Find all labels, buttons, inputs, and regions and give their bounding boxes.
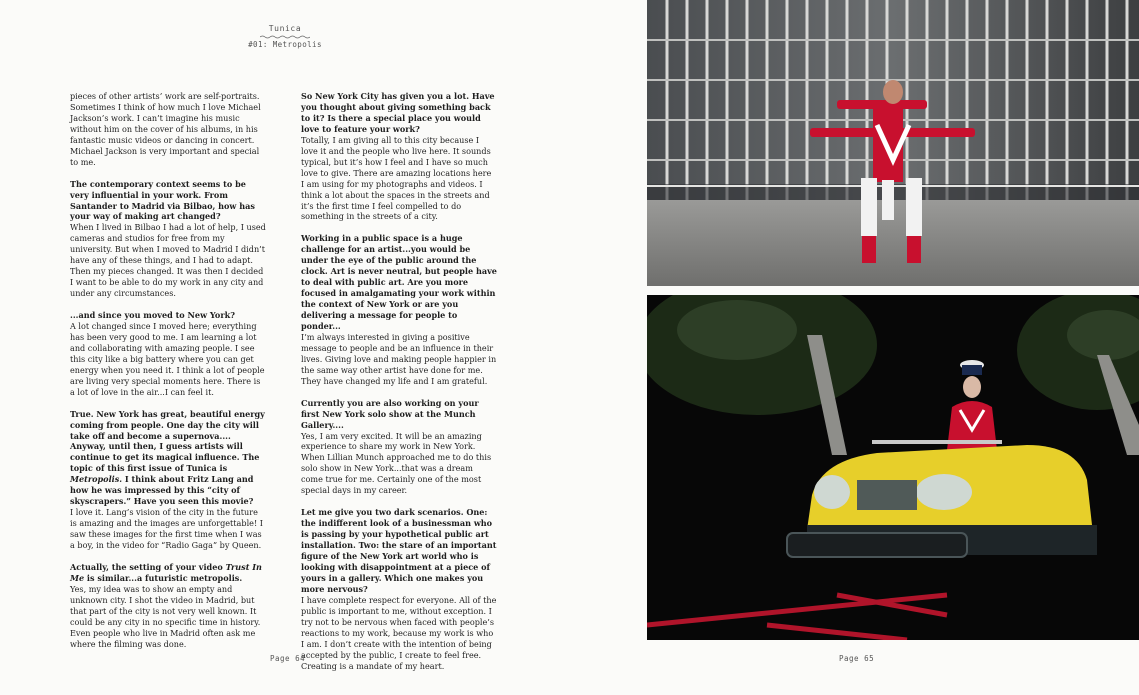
answer: Yes, my idea was to show an empty and unknown city. I shot the video in Madrid, but that part of the city is not very well known. It could be any city in no specific time in history. Even people who live in Madrid often ask me where the filming was done. <box>70 583 261 649</box>
question: Currently you are also working on your first New York solo show at the Munch Gallery.... <box>301 397 479 430</box>
question: So New York City has given you a lot. Have you thought about giving something back to it? Is there a special place you would love to feature your work? <box>301 91 495 134</box>
answer: A lot changed since I moved here; everything has been very good to me. I am learning a lot and collaborating with amazing people. I see this city like a big battery where you can get energy when you need it. I think a lot of people are living very special moments here. There is a lot of love in the air...I can feel it. <box>70 320 265 397</box>
page-number-left: Page 64 <box>270 654 306 663</box>
running-header <box>180 24 390 49</box>
qa-block <box>70 179 266 299</box>
qa-block <box>301 233 497 386</box>
question: Let me give you two dark scenarios. One: the indifferent look of a businessman who is passing by your hypothetical public art installation. Two: the stare of an important figure of the New York art world who is looking with disappointment at a piece of yours in a gallery. Which one makes you more nervous? <box>301 507 497 594</box>
answer: I’m always interested in giving a positive message to people and be an influence in their lives. Giving love and making people happier in the same way other artist have done for me. They have changed my life and I am grateful. <box>301 331 497 386</box>
question: ...and since you moved to New York? <box>70 310 235 321</box>
question-part: is similar...a futuristic metropolis. <box>84 572 243 583</box>
qa-block <box>70 562 266 650</box>
qa-block <box>301 91 497 222</box>
question-part: True. New York has great, beautiful energy coming from people. One day the city will take off and become a supernova.... Anyway, until then, I guess artists will continue to get its magical influence. The topic of this first issue of Tunica is <box>70 408 265 474</box>
question: Working in a public space is a huge challenge for an artist...you would be under the eye of the public around the clock. Art is never neutral, but people have to deal with public art. Are you more focused in amalgamating your work within the context of New York or are you delivering a message for people to ponder... <box>301 233 497 331</box>
wave-ornament-icon <box>260 35 310 39</box>
left-text-column <box>70 91 266 660</box>
photo-building-performer <box>647 0 1139 286</box>
question-italic: Trust In Me <box>70 561 262 583</box>
qa-block <box>301 507 497 671</box>
answer: Totally, I am giving all to this city because I love it and the people who live here. It sounds typical, but it’s how I feel and I have so much love to give. There are amazing locations here I am using for my photographs and videos. I think a lot about the spaces in the streets and it’s the first time I feel compelled to do something in the streets of a city. <box>301 134 492 222</box>
right-text-column <box>301 91 497 682</box>
magazine-title: Tunica <box>268 24 302 33</box>
question: The contemporary context seems to be very influential in your work. From Santander to Madrid via Bilbao, how has your way of making art changed? <box>70 178 255 222</box>
page-number-right: Page 65 <box>839 654 875 663</box>
qa-block <box>70 409 266 551</box>
question <box>70 562 266 584</box>
answer: I have complete respect for everyone. All of the public is important to me, without exception. I try not to be nervous when faced with people’s reactions to my work, because my work is who I am. I don’t create with the intention of being accepted by the public, I create to feel free. Creating is a mandate of my heart. <box>301 594 497 671</box>
question <box>70 409 266 508</box>
question-part: Actually, the setting of your video <box>70 561 226 572</box>
qa-block <box>70 310 266 398</box>
answer-paragraph: pieces of other artists’ work are self-portraits. Sometimes I think of how much I love Michael Jackson’s work. I can’t imagine his music without him on the cover of his albums, in his fantastic music videos or dancing in concert. Michael Jackson is very important and special to me. <box>70 91 261 167</box>
answer: Yes, I am very excited. It will be an amazing experience to share my work in New York. When Lillian Munch approached me to do this solo show in New York...that was a dream come true for me. Certainly one of the most special days in my career. <box>301 430 492 496</box>
question-italic: Metropolis. <box>70 474 123 485</box>
photo-night-car <box>647 295 1139 640</box>
question-part: I think about Fritz Lang and how he was impressed by this “city of skyscrapers.” Have you seen this movie? <box>70 474 254 507</box>
qa-block <box>301 398 497 497</box>
answer: When I lived in Bilbao I had a lot of help, I used cameras and studios for free from my university. But when I moved to Madrid I didn’t have any of these things, and I had to adapt. Then my pieces changed. It was then I decided I want to be able to do my work in any city and under any circumstances. <box>70 222 266 299</box>
answer: I love it. Lang’s vision of the city in the future is amazing and the images are unforgettable! I saw these images for the first time when I was a boy, in the video for “Radio Gaga” by Queen. <box>70 507 263 551</box>
issue-label: #01: Metropolis <box>248 40 322 49</box>
